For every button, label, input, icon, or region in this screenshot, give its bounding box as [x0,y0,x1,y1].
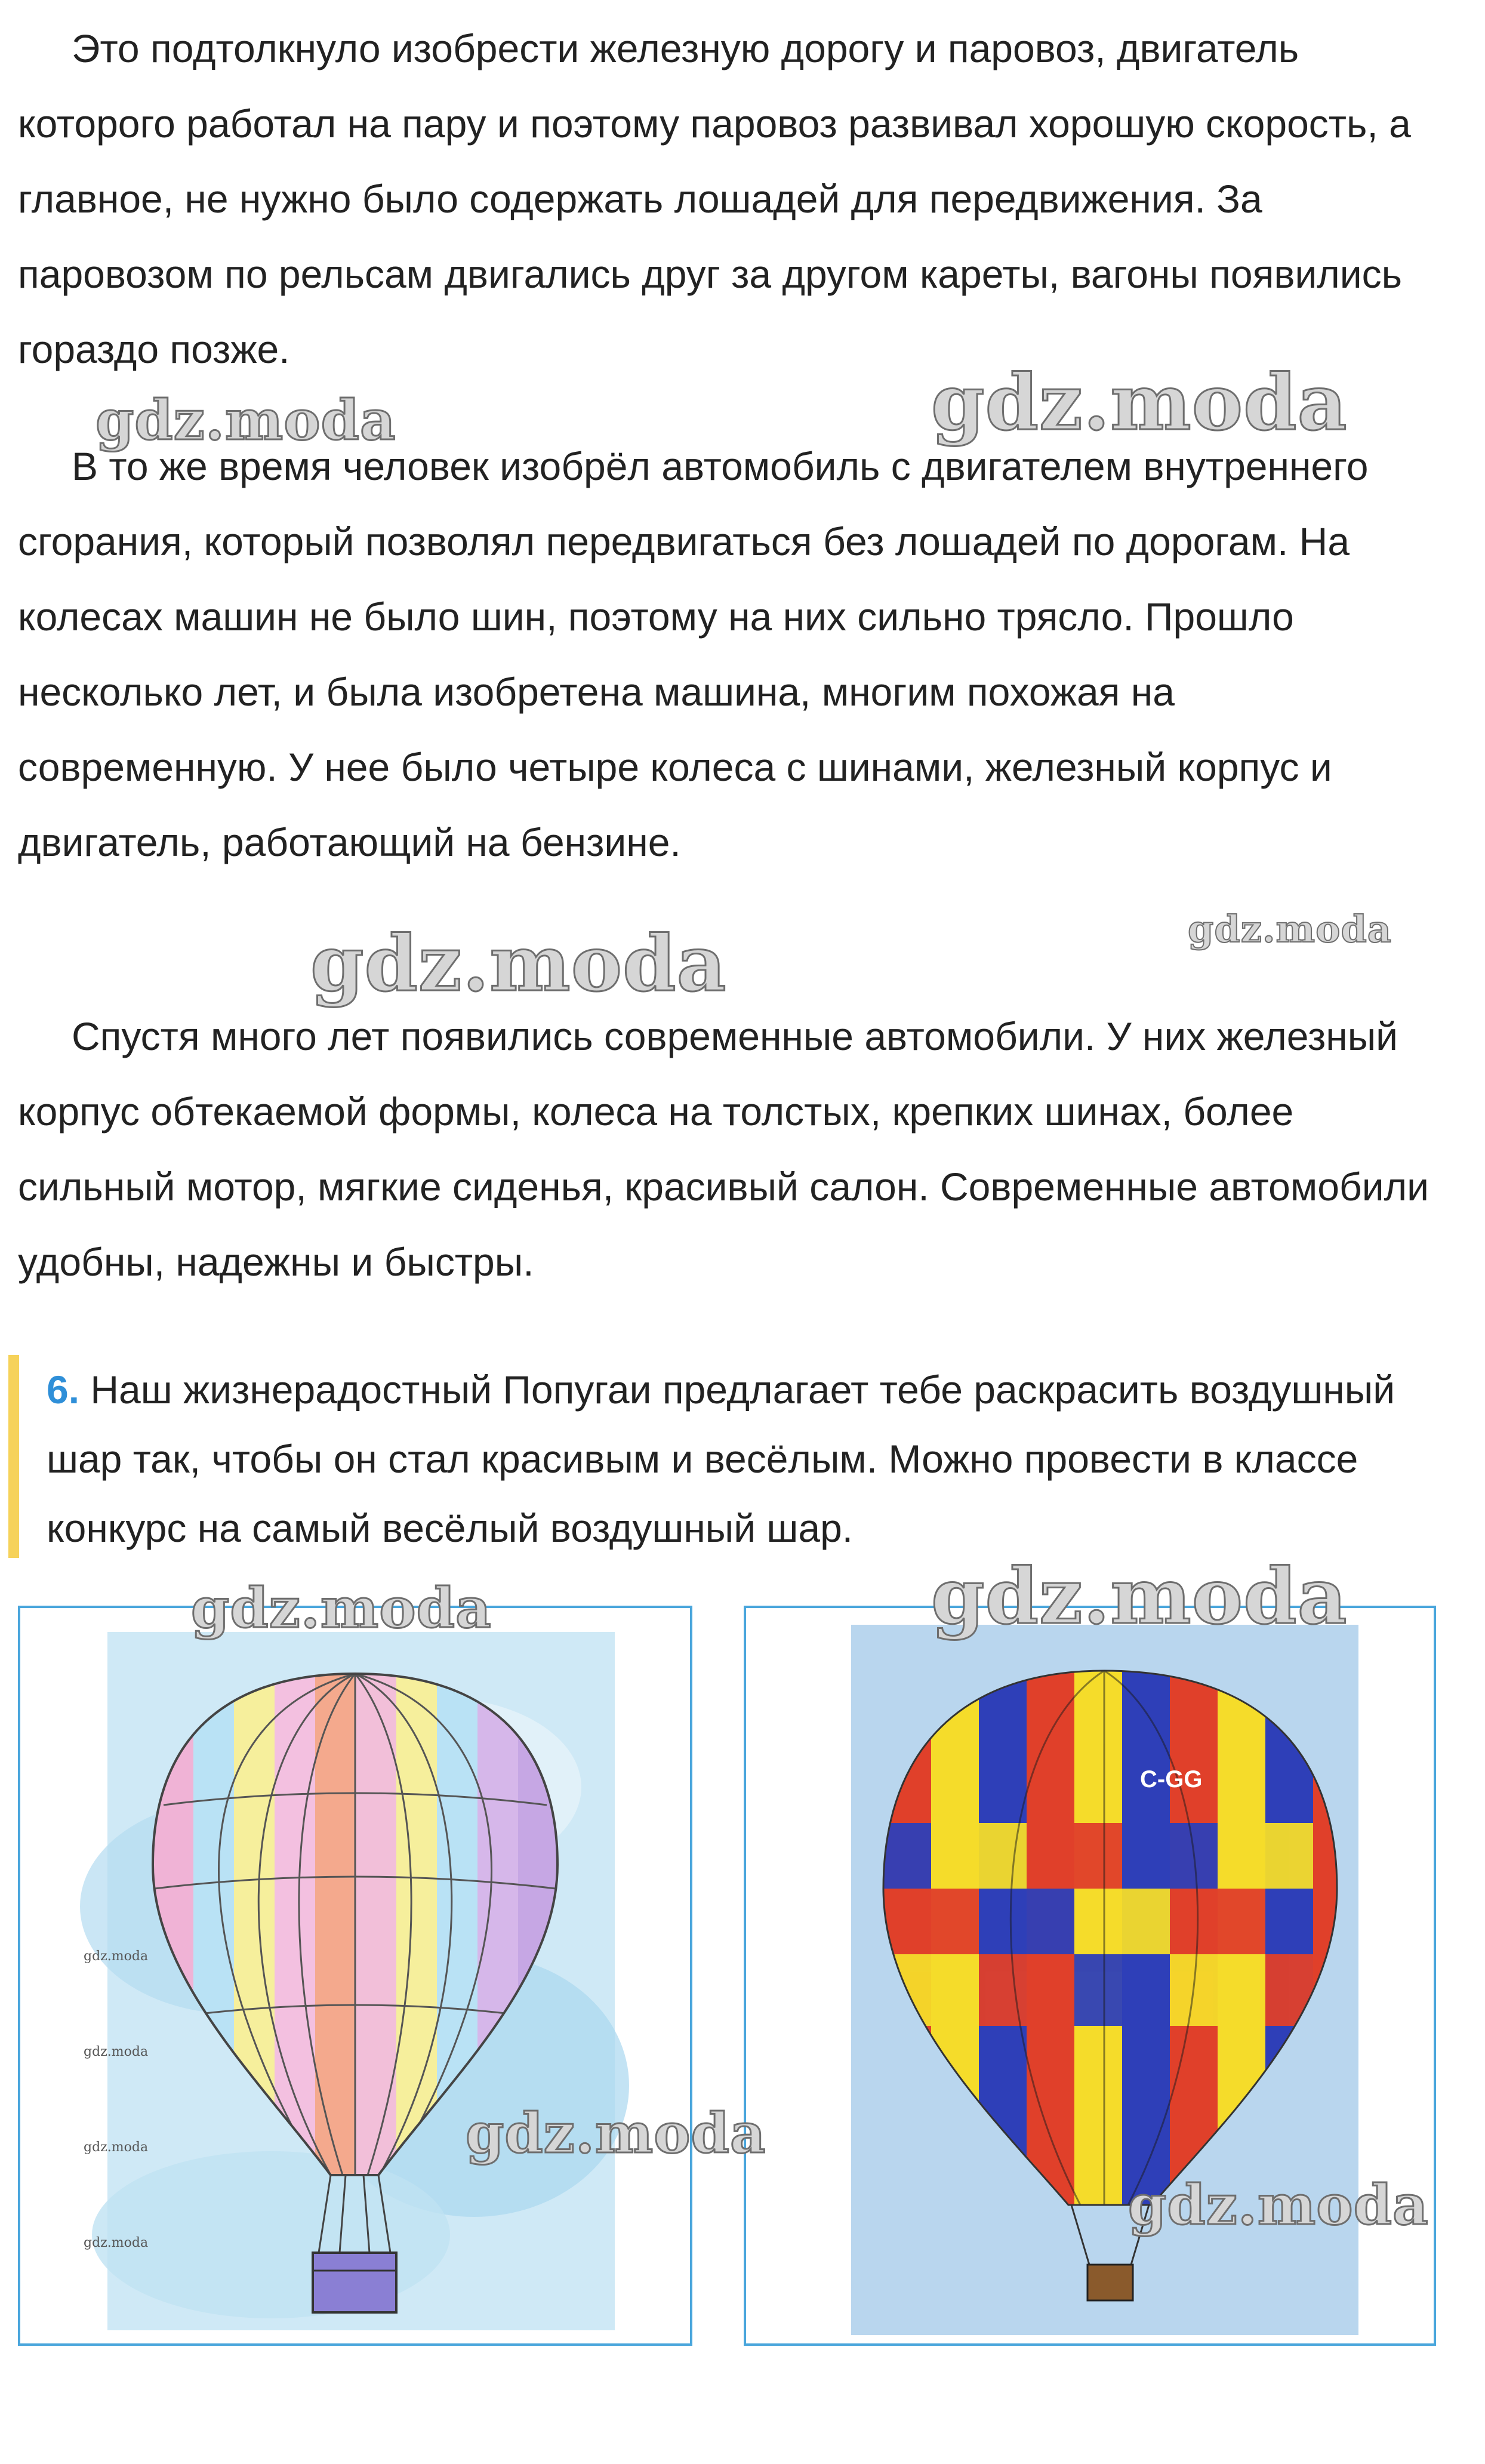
balloon-label: C-GG [1140,1766,1203,1792]
drawn-balloon-illustration [20,1608,690,2343]
paragraph-3 [18,999,1438,1299]
task-accent-bar [8,1355,19,1558]
watermark: gdz.moda [1188,907,1392,951]
watermark: gdz.moda [191,1576,492,1640]
watermark: gdz.moda [84,1949,149,1964]
watermark: gdz.moda [310,919,727,1009]
watermark: gdz.moda [84,2140,149,2155]
paragraph-3-text: Спустя много лет появились современные автомобили. У них железный корпус обтекаемой формы, колеса на толстых, крепких шинах, более сильный мотор, мягкие сиденья, красивый салон. Современные автомобили удобны, надежны и быстры. [18,1014,1429,1284]
watermark: gdz.moda [84,2044,149,2059]
task-description: Наш жизнерадостный Попугаи предлагает тебе раскрасить воздушный шар так, чтобы он стал красивым и весёлым. Можно провести в классе конкурс на самый весёлый воздушный шар. [47,1367,1395,1550]
task-number: 6. [47,1367,80,1412]
watermark: gdz.moda [931,1552,1348,1641]
paragraph-2 [18,429,1438,880]
watermark: gdz.moda [466,2101,766,2166]
watermark: gdz.moda [931,358,1348,448]
task-6-text [47,1355,1449,1563]
watermark: gdz.moda [95,388,396,452]
paragraph-2-text: В то же время человек изобрёл автомобиль с двигателем внутреннего сгорания, который позволял передвигаться без лошадей по дорогам. На колесах машин не было шин, поэтому на них сильно трясло. Прошло несколько лет, и была изобретена машина, многим похожая на современную. У нее было четыре колеса с шинами, железный корпус и двигатель, работающий на бензине. [18,444,1369,864]
task-6-block [8,1355,1453,1558]
watermark: gdz.moda [1128,2173,1429,2237]
paragraph-1-text: Это подтолкнуло изобрести железную дорогу и паровоз, двигатель которого работал на пару и поэтому паровоз развивал хорошую скорость, а главное, не нужно было содержать лошадей для передвижения. За паровозом по рельсам двигались друг за другом кареты, вагоны появились гораздо позже. [18,26,1411,371]
drawn-balloon-image [18,1606,692,2346]
paragraph-1 [18,11,1438,387]
watermark: gdz.moda [84,2235,149,2250]
